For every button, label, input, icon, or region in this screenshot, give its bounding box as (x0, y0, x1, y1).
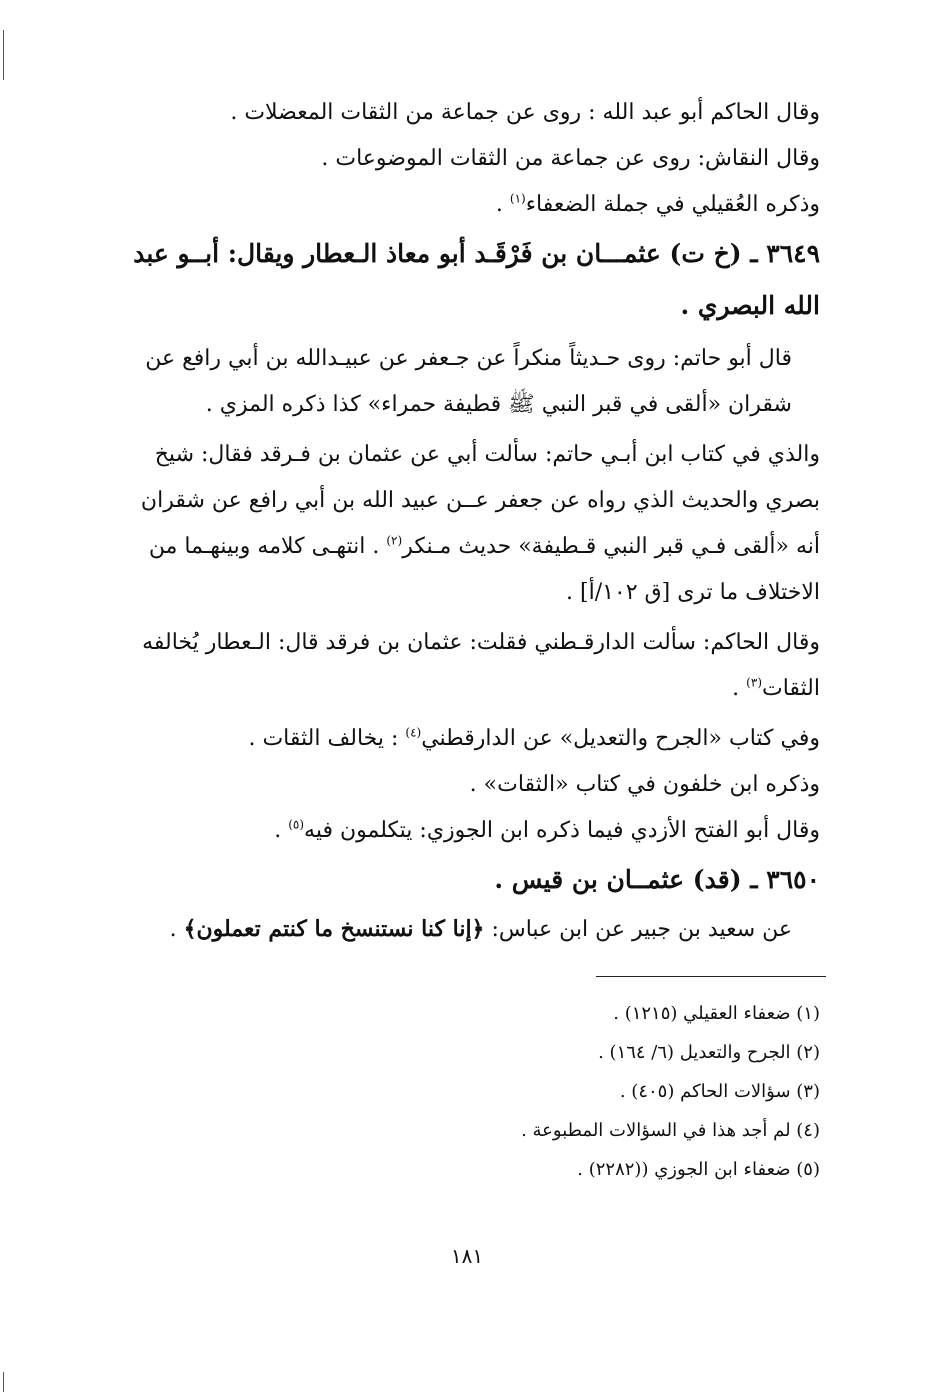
paragraph-hakim: وقال الحاكم: سألت الدارقـطني فقلت: عثمان بن فرقد قال: الـعطار يُخالفه الثقات$^{(٣)}$ . (142, 630, 820, 701)
footnote: (١) ضعفاء العقيلي (١٢١٥) . (613, 1003, 820, 1024)
footnote-ref: (٣) (746, 675, 762, 690)
paragraph-ibn-abi-hatim: والذي في كتاب ابن أبـي حاتم: سألت أبي عن عثمان بن فـرقد فقال: شيخ بصري والحديث الذي رواه عن جعفر عــن عبيد الله بن أبي رافع عن شقران أنه «ألقى فـي قبر النبي قـطيفة» حديث مـنكر$^{(٢)}$ . انتهـى كلامه وبينهـما من الاختلاف ما ترى [ق ١٠٢/أ] . (140, 442, 820, 605)
entry-title: (قد) عثمــان بن قيس . (494, 865, 742, 894)
footnote-ref: (٤) (405, 725, 422, 740)
entry-number: ٣٦٤٩ ـ (750, 239, 820, 268)
paragraph-azdi: وقال أبو الفتح الأزدي فيما ذكره ابن الجوزي: يتكلمون فيه$^{(٥)}$ . (274, 817, 820, 843)
paragraph-said: عن سعيد بن جبير عن ابن عباس: ﴿إنا كنا نستنسخ ما كنتم تعملون﴾ . (169, 916, 792, 942)
text-line: وقال النقاش: روى عن جماعة من الثقات الموضوعات . (321, 146, 820, 171)
text-line: وقال الحاكم أبو عبد الله : روى عن جماعة من الثقات المعضلات . (230, 100, 820, 125)
entry-heading-3650 (112, 854, 820, 906)
page-body (112, 90, 820, 953)
entry-number: ٣٦٥٠ ـ (750, 865, 820, 894)
paragraph-abu-hatim: قال أبو حاتم: روى حـديثاً منكراً عن جـعفر عن عبيـدالله بن أبي رافع عن شقران «ألقى في قبر النبي ﷺ قطيفة حمراء» كذا ذكره المزي . (145, 346, 792, 417)
footnote-ref: (١) (509, 191, 526, 206)
paragraph-khalfun: وذكره ابن خلفون في كتاب «الثقات» . (469, 772, 820, 797)
footnote: (٢) الجرح والتعديل (٦/ ١٦٤) . (598, 1042, 820, 1063)
footnote: (٥) ضعفاء ابن الجوزي ((٢٢٨٢) . (577, 1159, 820, 1180)
footnote: (٣) سؤالات الحاكم (٤٠٥) . (619, 1081, 820, 1102)
page-number: ١٨١ (450, 1244, 484, 1268)
paragraph-jarh: وفي كتاب «الجرح والتعديل» عن الدارقطني$^{(٤)}$ : يخالف الثقات . (248, 725, 820, 751)
scan-margin-mark (3, 30, 4, 80)
footnote-ref: (٥) (288, 817, 305, 832)
footnote: (٤) لم أجد هذا في السؤالات المطبوعة . (521, 1120, 820, 1141)
footnote-separator (596, 976, 826, 977)
footnotes (200, 994, 820, 1189)
scan-margin-mark (3, 1372, 4, 1392)
entry-title: (خ ت) عثمـــان بن فَرْقَـد أبو معاذ الـعطار ويقال: أبــو عبد الله البصري . (133, 239, 820, 320)
entry-heading-3649 (112, 228, 820, 332)
text-line: وذكره العُقيلي في جملة الضعفاء$^{(١)}$ . (495, 191, 820, 217)
footnote-ref: (٢) (386, 533, 403, 548)
quran-quote: ﴿إنا كنا نستنسخ ما كنتم تعملون﴾ (183, 916, 485, 942)
